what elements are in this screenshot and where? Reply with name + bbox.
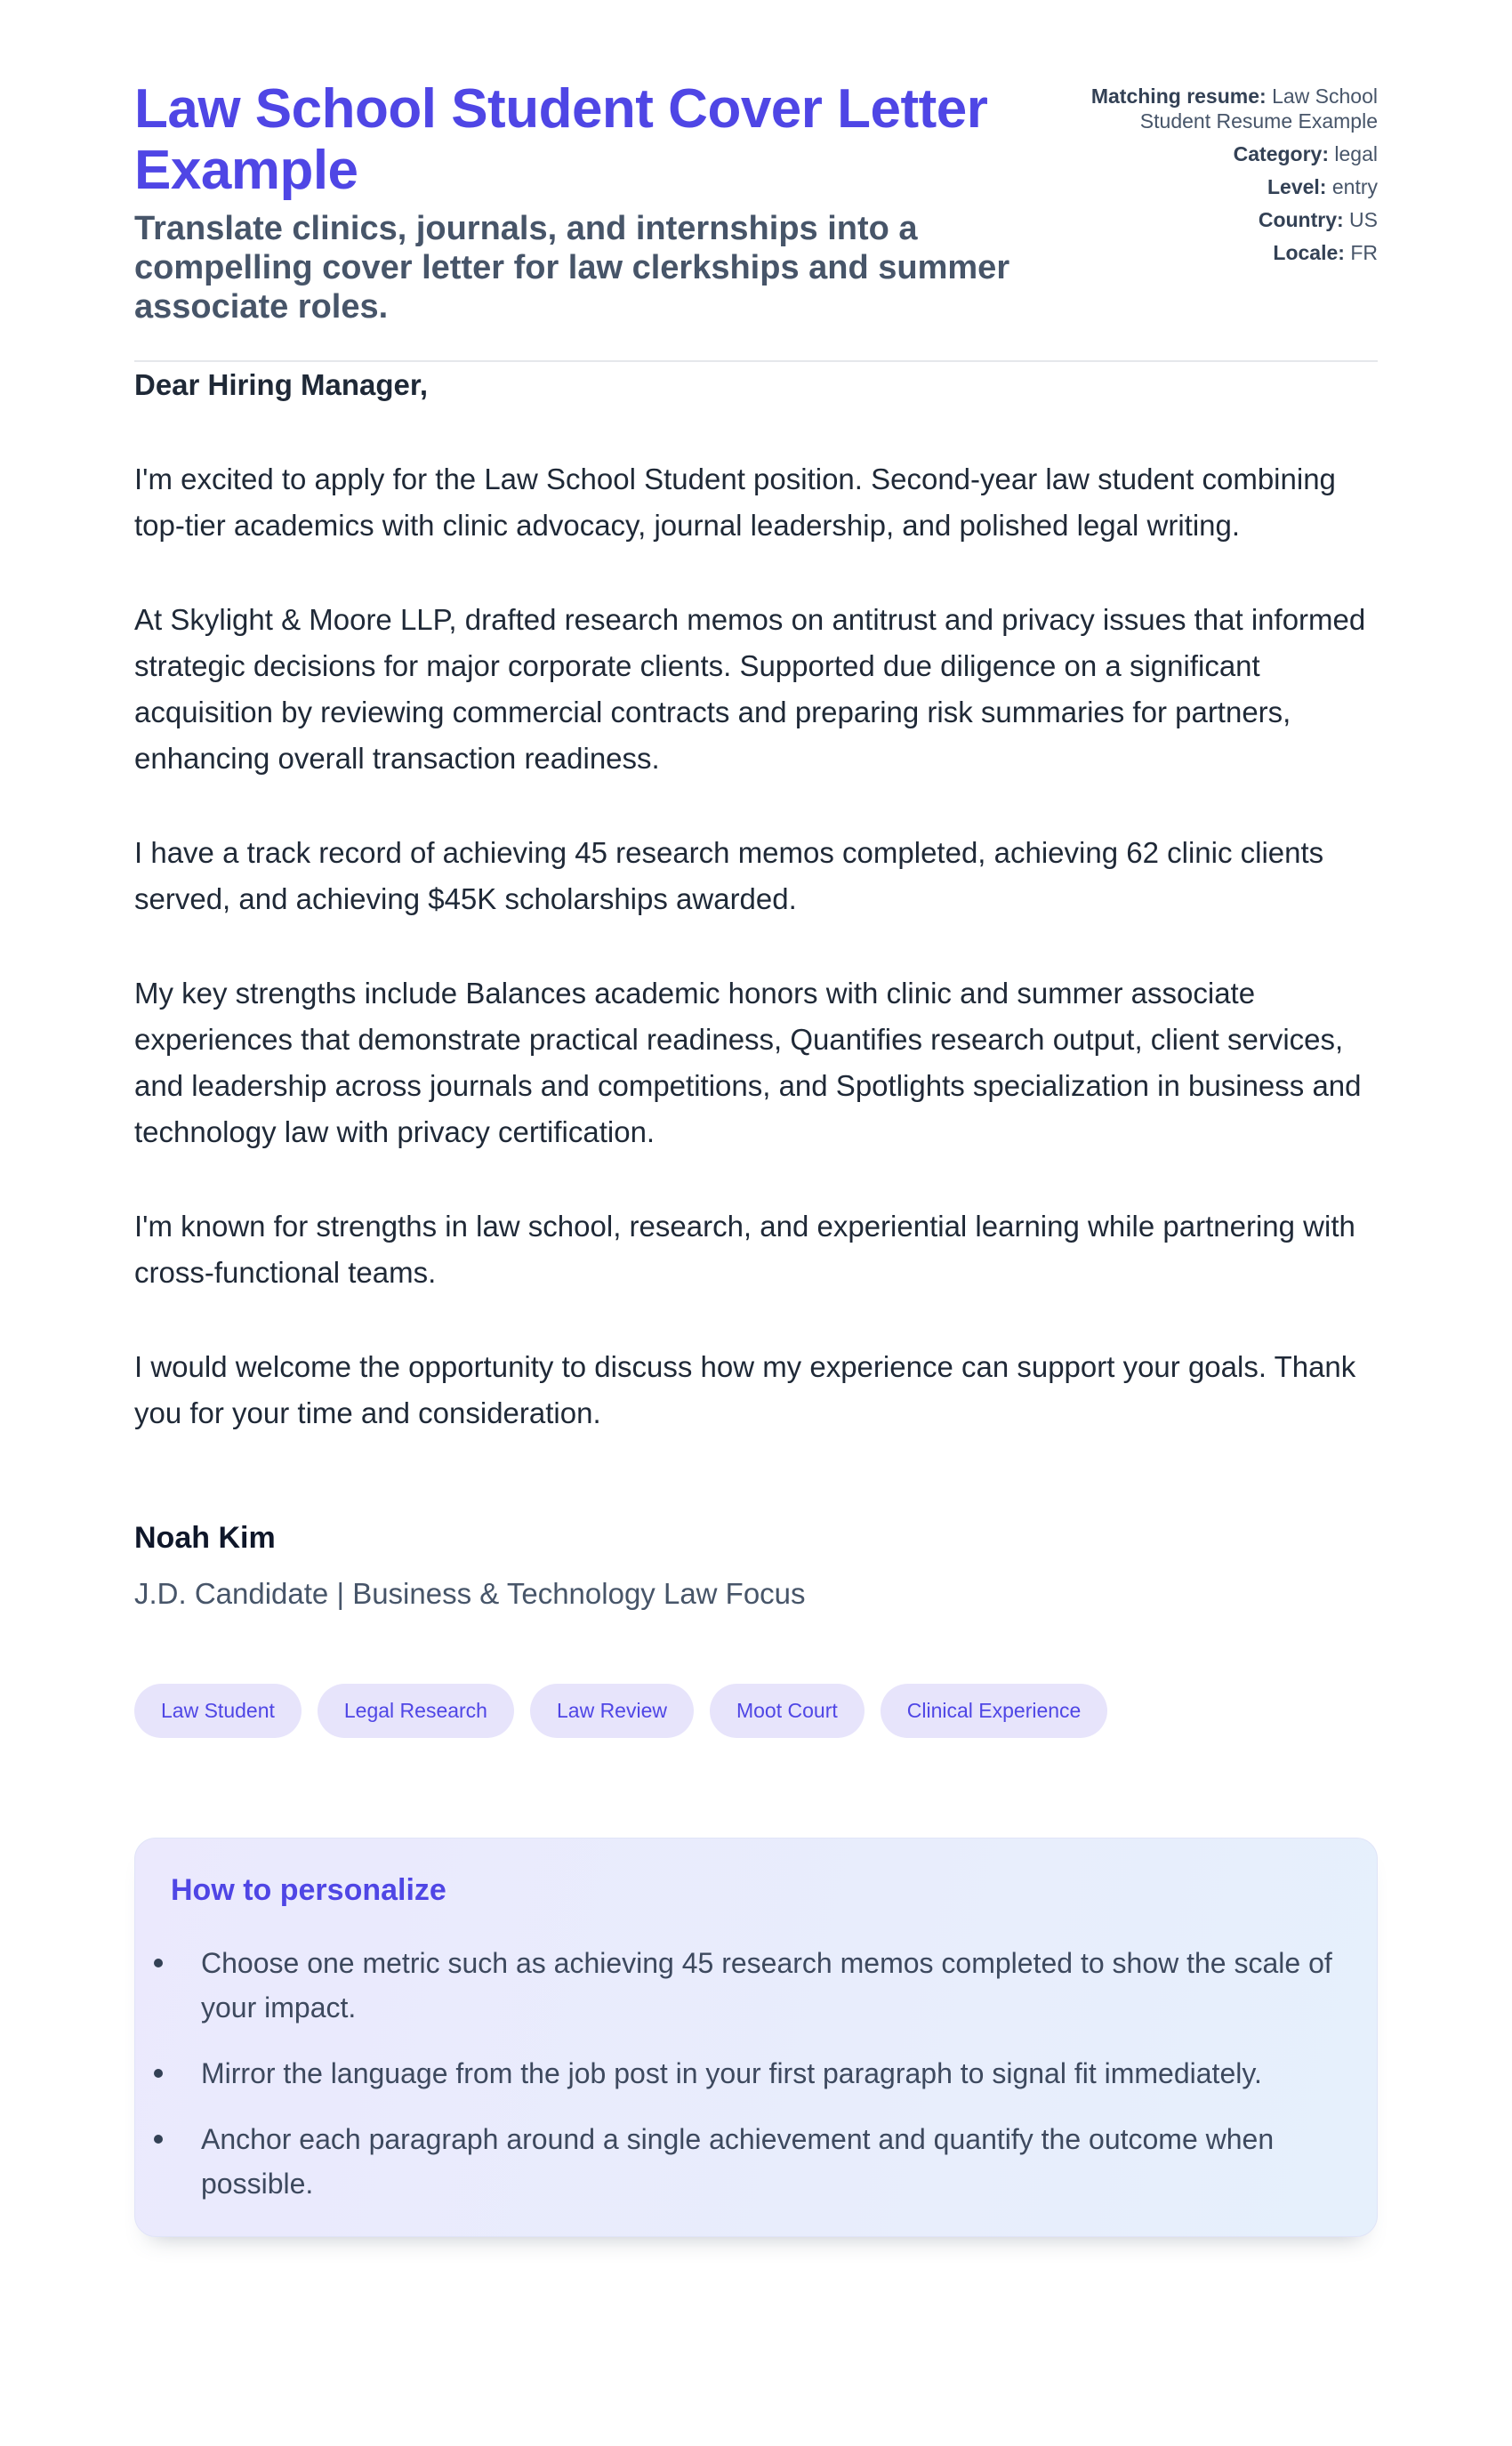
tip-item (171, 1941, 1337, 2030)
meta-label: Country: (1258, 208, 1344, 232)
tag-pill[interactable]: Law Student (134, 1684, 302, 1739)
tip-text: Anchor each paragraph around a single achievement and quantify the outcome when possible. (201, 2123, 1275, 2201)
how-to-personalize-card (134, 1838, 1378, 2237)
meta-label: Matching resume: (1090, 84, 1267, 108)
tag-pill[interactable]: Legal Research (318, 1684, 514, 1739)
letter-paragraph: I'm known for strengths in law school, research, and experiential learning while partnering with cross-functional teams. (134, 1210, 1355, 1290)
meta-label: Locale: (1273, 241, 1345, 265)
signature-name: Noah Kim (134, 1521, 276, 1556)
page-root (134, 0, 1378, 2326)
letter-paragraph: I'm excited to apply for the Law School Student position. Second-year law student combining top-tier academics with clinic advocacy, journal leadership, and polished legal writing. (134, 463, 1336, 543)
page-subtitle: Translate clinics, journals, and internships into a compelling cover letter for law clerkships and summer associate roles. (134, 209, 1010, 326)
tip-item (171, 2117, 1337, 2206)
tag-pill[interactable]: Law Review (530, 1684, 694, 1739)
meta-value: legal (1334, 142, 1378, 166)
letter-paragraph: I have a track record of achieving 45 research memos completed, achieving 62 clinic clients served, and achieving $45K scholarships awarded. (134, 836, 1324, 916)
meta-label: Category: (1233, 142, 1329, 166)
meta-level (1084, 174, 1378, 199)
tag-pill[interactable]: Clinical Experience (881, 1684, 1108, 1739)
tip-item (171, 2051, 1337, 2096)
tip-text: Mirror the language from the job post in your first paragraph to signal fit immediately. (201, 2057, 1262, 2090)
meta-matching-resume (1084, 84, 1378, 133)
meta-category (1084, 141, 1378, 166)
letter-paragraph: At Skylight & Moore LLP, drafted research memos on antitrust and privacy issues that informed strategic decisions for major corporate clients. Supported due diligence on a significant acquisition by reviewing commercial contracts and preparing risk summaries for partners, enhancing overall transaction readiness. (134, 603, 1366, 776)
meta-value: FR (1350, 241, 1378, 265)
tag-pill[interactable]: Moot Court (710, 1684, 865, 1739)
page-title: Law School Student Cover Letter Example (134, 78, 988, 202)
page-header (134, 78, 1378, 326)
meta-locale (1084, 240, 1378, 265)
tag-list (134, 1684, 1378, 1739)
cover-letter-body (134, 362, 1378, 1616)
tips-heading: How to personalize (171, 1873, 446, 1908)
meta-value: US (1349, 208, 1378, 232)
tips-list (171, 1941, 1337, 2206)
letter-paragraph: I would welcome the opportunity to discuss how my experience can support your goals. Thank you for your time and consideration. (134, 1350, 1356, 1430)
header-title-block (134, 78, 1084, 326)
meta-panel (1084, 78, 1378, 273)
letter-greeting: Dear Hiring Manager, (134, 368, 429, 402)
meta-value: entry (1331, 175, 1378, 199)
signature-role: J.D. Candidate | Business & Technology Law Focus (134, 1577, 806, 1611)
meta-value: Law School Student Resume Example (1139, 84, 1378, 133)
tip-text: Choose one metric such as achieving 45 research memos completed to show the scale of your impact. (201, 1947, 1332, 2024)
meta-country (1084, 207, 1378, 232)
meta-label: Level: (1267, 175, 1327, 199)
letter-paragraph: My key strengths include Balances academic honors with clinic and summer associate experiences that demonstrate practical readiness, Quantifies research output, client services, and leadership across journals and competitions, and Spotlights specialization in business and technology law with privacy certification. (134, 977, 1362, 1149)
